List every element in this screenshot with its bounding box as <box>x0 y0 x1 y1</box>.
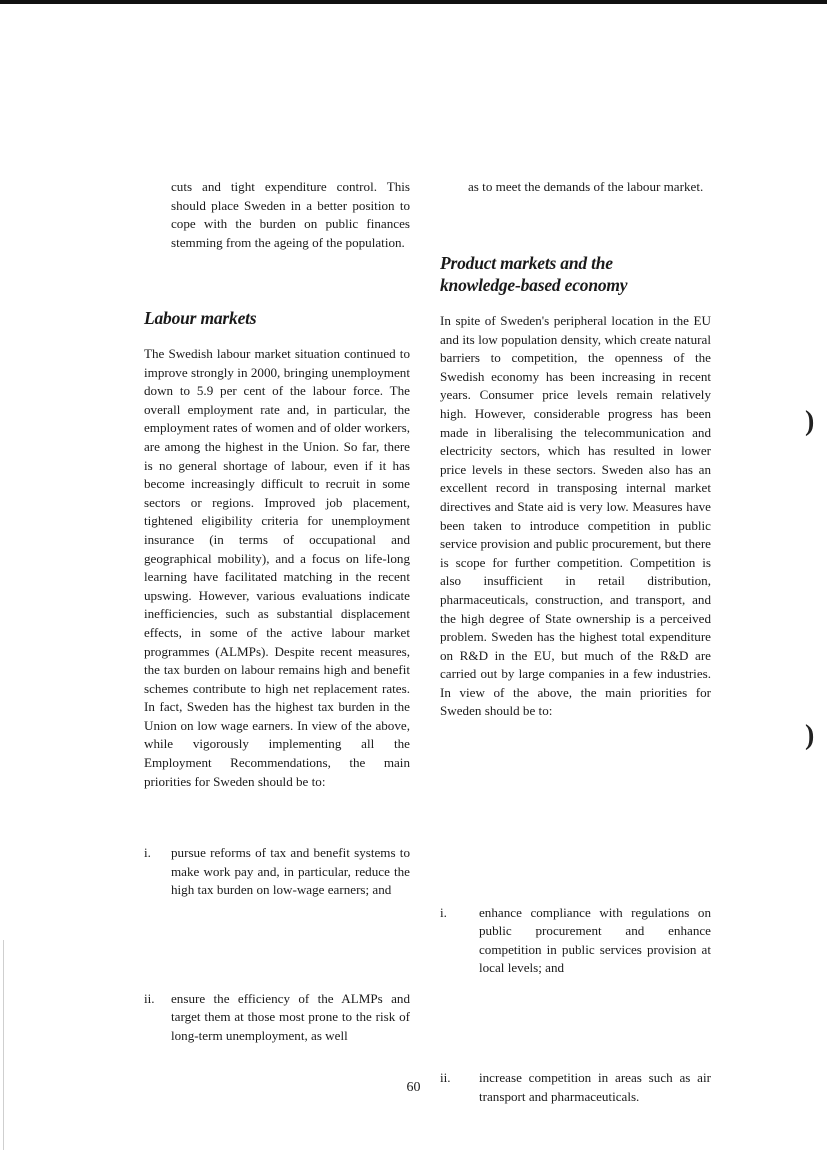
scan-edge-line <box>3 940 4 1150</box>
list-item-number: ii. <box>440 1069 451 1085</box>
scan-artifact-mark: ) <box>805 406 815 437</box>
list-item <box>440 904 711 978</box>
continued-paragraph: as to meet the demands of the labour market. <box>468 179 704 194</box>
section-heading-product-markets <box>440 252 711 296</box>
list-item-text: ensure the efficiency of the ALMPs and target them at those most prone to the risk of long-term unemployment, as well <box>171 990 410 1043</box>
list-item-number: i. <box>440 904 447 920</box>
list-item-text: enhance compliance with regulations on public procurement and enhance competition in public services provision at local levels; and <box>479 904 711 976</box>
right-continued-text <box>440 178 711 197</box>
top-border-rule <box>0 0 827 4</box>
continued-paragraph: cuts and tight expenditure control. This should place Sweden in a better position to cope with the burden on public finances stemming from the ageing of the population. <box>171 179 410 250</box>
heading-line: knowledge-based economy <box>440 275 628 295</box>
list-item-text: increase competition in areas such as air transport and pharmaceuticals. <box>479 1069 711 1104</box>
labour-markets-section <box>144 307 410 329</box>
section-heading-labour-markets: Labour markets <box>144 308 257 328</box>
page-number: 60 <box>406 1080 421 1095</box>
left-continued-text <box>144 178 410 252</box>
product-markets-body <box>440 312 711 721</box>
list-item-number: ii. <box>144 990 155 1006</box>
heading-line: Product markets and the <box>440 253 613 273</box>
labour-markets-body <box>144 345 410 791</box>
product-markets-paragraph: In spite of Sweden's peripheral location in the EU and its low population density, which create natural barriers to competition, the openness of the Swedish economy has been increasing in recent years. Consumer price levels remain relatively high. However, considerable progress has been made in liberalising the telecommunication and electricity sectors, which has resulted in lower price levels in these sectors. Sweden also has an excellent record in transposing internal market directives and State aid is very low. Measures have been taken to introduce competition in public service provision and public procurement, but there is scope for further competition. Competition is also insufficient in retail distribution, pharmaceuticals, construction, and transport, and the high degree of State ownership is a perceived problem. Sweden has the highest total expenditure on R&D in the EU, but much of the R&D are carried out by large companies in a few industries. In view of the above, the main priorities for Sweden should be to: <box>440 313 711 719</box>
scan-artifact-mark: ) <box>805 720 815 751</box>
list-item-text: pursue reforms of tax and benefit systems to make work pay and, in particular, reduce the high tax burden on low-wage earners; and <box>171 845 410 898</box>
list-item <box>144 844 410 900</box>
labour-markets-paragraph: The Swedish labour market situation continued to improve strongly in 2000, bringing unemployment down to 5.9 per cent of the labour force. The overall employment rate and, in particular, the employment rates of women and of older workers, are among the highest in the Union. So far, there is no general shortage of labour, even if it has become increasingly difficult to recruit in some sectors or regions. Improved job placement, tightened eligibility criteria for unemployment insurance (in terms of occupational and geographical mobility), and a focus on life-long learning have facilitated matching in the recent upswing. However, various evaluations indicate inefficiencies, such as substantial displacement effects, in some of the active labour market programmes (ALMPs). Despite recent measures, the tax burden on labour remains high and benefit schemes contribute to high net replacement rates. In fact, Sweden has the highest tax burden in the Union on low wage earners. In view of the above, while vigorously implementing all the Employment Recommendations, the main priorities for Sweden should be to: <box>144 346 410 789</box>
product-markets-section <box>440 252 711 296</box>
list-item-number: i. <box>144 845 151 860</box>
list-item <box>144 990 410 1046</box>
